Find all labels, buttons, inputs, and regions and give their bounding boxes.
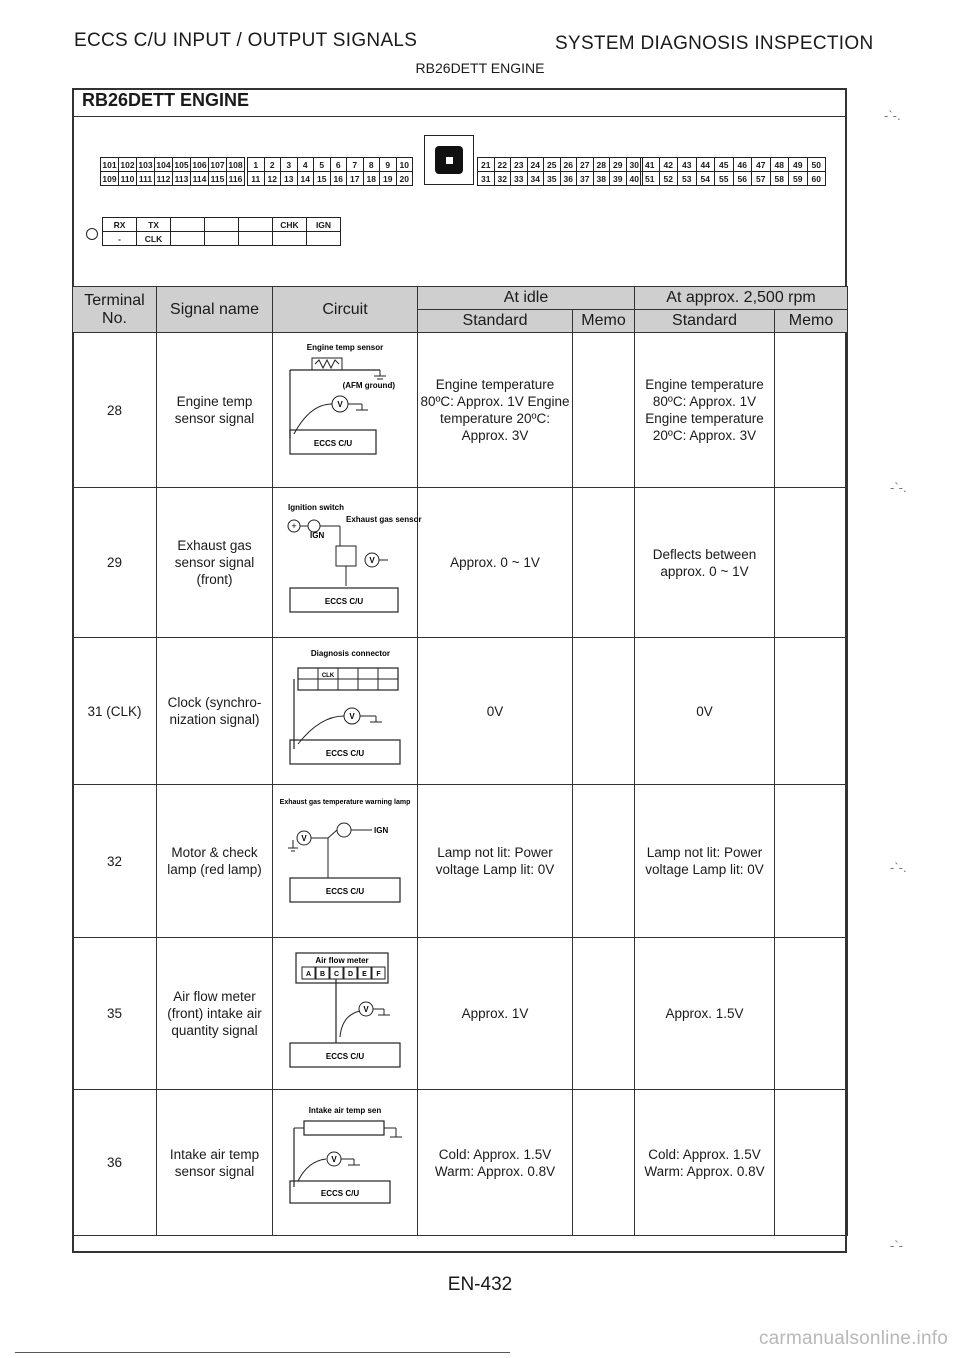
connector-pin: 7: [347, 158, 364, 172]
table-row: [73, 488, 848, 638]
connector-pin: 104: [156, 159, 171, 170]
idle-standard: Cold: Approx. 1.5V Warm: Approx. 0.8V: [418, 1090, 573, 1236]
circuit-label: A: [305, 970, 312, 978]
table-row: [73, 333, 848, 488]
connector-pin: 22: [494, 158, 511, 172]
connector-pin: 109: [102, 173, 117, 184]
connector-pin: 34: [527, 172, 544, 186]
connector-pin: 105: [174, 159, 189, 170]
connector-pin: 11: [248, 172, 265, 186]
diag-connector: [102, 217, 341, 246]
idle-standard: Engine temperature 80ºC: Approx. 1V Engine temperature 20ºC: Approx. 3V: [418, 333, 573, 488]
circuit-diagram: [273, 333, 418, 488]
rpm-standard: Cold: Approx. 1.5V Warm: Approx. 0.8V: [635, 1090, 775, 1236]
header-left-title: ECCS C/U INPUT / OUTPUT SIGNALS: [74, 30, 418, 51]
rpm-memo: [775, 785, 848, 938]
connector-block-a: [100, 157, 245, 186]
signal-name: Engine temp sensor signal: [157, 333, 273, 488]
connector-pin: -: [103, 232, 137, 246]
rpm-memo: [775, 638, 848, 785]
circuit-diagram: [273, 1090, 418, 1236]
connector-pin: 32: [494, 172, 511, 186]
connector-pin: 1: [248, 158, 265, 172]
connector-pin: 36: [560, 172, 577, 186]
connector-pin: IGN: [307, 218, 341, 232]
connector-pin: 114: [191, 172, 209, 186]
rpm-memo: [775, 488, 848, 638]
connector-pin: 48: [770, 158, 789, 172]
signal-name: Air flow meter (front) intake air quantity signal: [157, 938, 273, 1090]
connector-pin: 55: [715, 172, 734, 186]
connector-pin: 102: [120, 159, 135, 170]
connector-pin: CLK: [137, 232, 171, 246]
circuit-label: Exhaust gas temperature warning lamp: [279, 799, 411, 806]
connector-pin: 12: [264, 172, 281, 186]
connector-pin: [239, 232, 273, 246]
signal-name: Clock (synchro-nization signal): [157, 638, 273, 785]
circuit-diagram: [273, 638, 418, 785]
rpm-standard: Lamp not lit: Power voltage Lamp lit: 0V: [635, 785, 775, 938]
terminal-no: 29: [73, 488, 157, 638]
connector-pin: 31: [478, 172, 495, 186]
connector-pin: 30: [626, 158, 643, 172]
idle-standard: Approx. 1V: [418, 938, 573, 1090]
connector-pin: 29: [610, 158, 627, 172]
connector-pin: 108: [228, 159, 243, 170]
svg-text:V: V: [363, 1004, 369, 1014]
circuit-air-flow-meter: [280, 947, 410, 1077]
connector-pin: 51: [641, 172, 660, 186]
table-row: [73, 938, 848, 1090]
svg-text:V: V: [369, 555, 375, 565]
connector-pin: [307, 232, 341, 246]
circuit-label: CLK: [321, 673, 335, 679]
rpm-standard: Deflects between approx. 0 ~ 1V: [635, 488, 775, 638]
connector-pin: 110: [119, 172, 137, 186]
frame-title-divider: [72, 116, 847, 117]
svg-text:+: +: [291, 520, 297, 531]
signal-name: Exhaust gas sensor signal (front): [157, 488, 273, 638]
connector-pin: [171, 218, 205, 232]
header-at-2500rpm: At approx. 2,500 rpm: [635, 287, 848, 310]
connector-pin: TX: [137, 218, 171, 232]
header-rpm-memo: Memo: [775, 310, 848, 333]
connector-pin: 115: [209, 172, 227, 186]
circuit-label: Intake air temp sen: [308, 1105, 382, 1115]
rpm-memo: [775, 938, 848, 1090]
terminal-no: 28: [73, 333, 157, 488]
connector-pin: 113: [173, 172, 191, 186]
circuit-label: IGN: [310, 530, 325, 540]
circuit-diagram: [273, 488, 422, 638]
connector-pin: 38: [593, 172, 610, 186]
circuit-exhaust-gas-sensor: [280, 496, 422, 626]
connector-block-b: [247, 157, 413, 186]
connector-pin: 44: [696, 158, 715, 172]
circuit-label: B: [319, 970, 326, 978]
connector-pin: 14: [297, 172, 314, 186]
circuit-label: ECCS C/U: [325, 887, 365, 896]
connector-pin: 8: [363, 158, 380, 172]
page-number: EN-432: [447, 1274, 513, 1295]
connector-pin: 37: [577, 172, 594, 186]
circuit-label: Diagnosis connector: [310, 649, 390, 658]
circuit-engine-temp-sensor: [280, 338, 410, 478]
circuit-diagram: [273, 785, 418, 938]
connector-pin: 56: [733, 172, 752, 186]
connector-key-box: [424, 135, 474, 185]
connector-pin: 46: [733, 158, 752, 172]
connector-pin: 5: [314, 158, 331, 172]
svg-text:V: V: [331, 1154, 337, 1164]
signal-name: Motor & check lamp (red lamp): [157, 785, 273, 938]
connector-pin: 28: [593, 158, 610, 172]
signal-name: Intake air temp sensor signal: [157, 1090, 273, 1236]
rpm-standard: Engine temperature 80ºC: Approx. 1V Engine temperature 20ºC: Approx. 3V: [635, 333, 775, 488]
circuit-label: ECCS C/U: [313, 439, 353, 448]
connector-pin: 54: [696, 172, 715, 186]
connector-pin: 35: [544, 172, 561, 186]
connector-pin: [205, 218, 239, 232]
connector-block-d: [640, 157, 826, 186]
connector-pin: [205, 232, 239, 246]
svg-text:V: V: [337, 400, 343, 409]
header-idle-standard: Standard: [418, 310, 573, 333]
connector-pin: 15: [314, 172, 331, 186]
circuit-label: Engine temp sensor: [306, 343, 384, 352]
connector-pin: 4: [297, 158, 314, 172]
terminal-no: 36: [73, 1090, 157, 1236]
connector-pin: 107: [210, 159, 225, 170]
connector-pin: 101: [102, 159, 117, 170]
diag-connector-key: [86, 224, 102, 240]
idle-standard: Approx. 0 ~ 1V: [418, 488, 573, 638]
connector-pin: 116: [227, 172, 245, 186]
idle-memo: [573, 938, 635, 1090]
idle-memo: [573, 1090, 635, 1236]
terminal-no: 35: [73, 938, 157, 1090]
circuit-label: Air flow meter: [315, 955, 369, 965]
header-rpm-standard: Standard: [635, 310, 775, 333]
connector-pin: [171, 232, 205, 246]
idle-memo: [573, 638, 635, 785]
terminal-no: 31 (CLK): [73, 638, 157, 785]
connector-pin: 42: [659, 158, 678, 172]
connector-pin: 18: [363, 172, 380, 186]
idle-standard: 0V: [418, 638, 573, 785]
idle-standard: Lamp not lit: Power voltage Lamp lit: 0V: [418, 785, 573, 938]
connector-pin: 47: [752, 158, 771, 172]
header-signal-name: Signal name: [157, 287, 273, 333]
circuit-label: Ignition switch: [288, 502, 344, 512]
svg-text:V: V: [301, 834, 307, 843]
header-circuit: Circuit: [273, 287, 418, 333]
connector-pin: 103: [138, 159, 153, 170]
connector-pin: 58: [770, 172, 789, 186]
circuit-label: ECCS C/U: [324, 596, 364, 606]
header-terminal: Terminal No.: [73, 287, 157, 333]
connector-pin: 16: [330, 172, 347, 186]
connector-pin: 19: [380, 172, 397, 186]
header-subtitle: RB26DETT ENGINE: [415, 60, 545, 76]
connector-pin: 10: [396, 158, 413, 172]
table-row: [73, 1090, 848, 1236]
circuit-label: Exhaust gas sensor: [346, 514, 422, 524]
connector-pin: 6: [330, 158, 347, 172]
connector-pin: 33: [511, 172, 528, 186]
connector-pin: 52: [659, 172, 678, 186]
connector-pin: 57: [752, 172, 771, 186]
connector-pin: 40: [626, 172, 643, 186]
circuit-label: C: [333, 970, 340, 978]
terminal-no: 32: [73, 785, 157, 938]
connector-pin: 3: [281, 158, 298, 172]
frame-title: RB26DETT ENGINE: [82, 90, 250, 110]
connector-pin: 106: [192, 159, 207, 170]
table-row: [73, 785, 848, 938]
connector-pin: 43: [678, 158, 697, 172]
circuit-diagram: [273, 938, 418, 1090]
connector-pin: 50: [807, 158, 826, 172]
connector-pin: 25: [544, 158, 561, 172]
circuit-label: ECCS C/U: [320, 1188, 360, 1198]
rpm-standard: 0V: [635, 638, 775, 785]
circuit-warning-lamp: [280, 794, 410, 924]
circuit-intake-air-temp-sensor: [280, 1101, 410, 1221]
connector-pin: 26: [560, 158, 577, 172]
rpm-standard: Approx. 1.5V: [635, 938, 775, 1090]
connector-pin: CHK: [273, 218, 307, 232]
connector-pin: RX: [103, 218, 137, 232]
idle-memo: [573, 488, 635, 638]
connector-pin: 41: [641, 158, 660, 172]
connector-pin: 60: [807, 172, 826, 186]
watermark-text: carmanualsonline.info: [758, 1328, 948, 1349]
connector-block-c: [477, 157, 643, 186]
header-right-title: SYSTEM DIAGNOSIS INSPECTION: [555, 33, 874, 54]
circuit-label: F: [376, 970, 381, 978]
circuit-label: IGN: [374, 826, 389, 835]
header-idle-memo: Memo: [573, 310, 635, 333]
connector-pin: [239, 218, 273, 232]
connector-pin: 17: [347, 172, 364, 186]
circuit-label: ECCS C/U: [325, 1051, 365, 1061]
table-row: [73, 638, 848, 785]
connector-pin: 59: [789, 172, 808, 186]
connector-pin: 45: [715, 158, 734, 172]
connector-pin: 2: [264, 158, 281, 172]
connector-pin: 21: [478, 158, 495, 172]
connector-pin: [273, 232, 307, 246]
connector-pin: 9: [380, 158, 397, 172]
idle-memo: [573, 333, 635, 488]
connector-pin: 111: [137, 172, 155, 186]
connector-pin: 49: [789, 158, 808, 172]
header-at-idle: At idle: [418, 287, 635, 310]
signal-table: [72, 286, 848, 1236]
svg-text:V: V: [349, 712, 355, 721]
connector-pin: 112: [155, 172, 173, 186]
connector-pin: 20: [396, 172, 413, 186]
circuit-label: E: [362, 970, 367, 978]
rpm-memo: [775, 333, 848, 488]
connector-pin: 24: [527, 158, 544, 172]
connector-pin: 23: [511, 158, 528, 172]
circuit-diagnosis-connector: [280, 644, 410, 774]
circuit-label: ECCS C/U: [325, 749, 365, 758]
connector-pin: 13: [281, 172, 298, 186]
circuit-label: (AFM ground): [342, 381, 395, 390]
idle-memo: [573, 785, 635, 938]
footer-line: [15, 1352, 510, 1353]
connector-pin: 39: [610, 172, 627, 186]
connector-pin: 53: [678, 172, 697, 186]
connector-pin: 27: [577, 158, 594, 172]
rpm-memo: [775, 1090, 848, 1236]
circuit-label: D: [347, 970, 354, 978]
